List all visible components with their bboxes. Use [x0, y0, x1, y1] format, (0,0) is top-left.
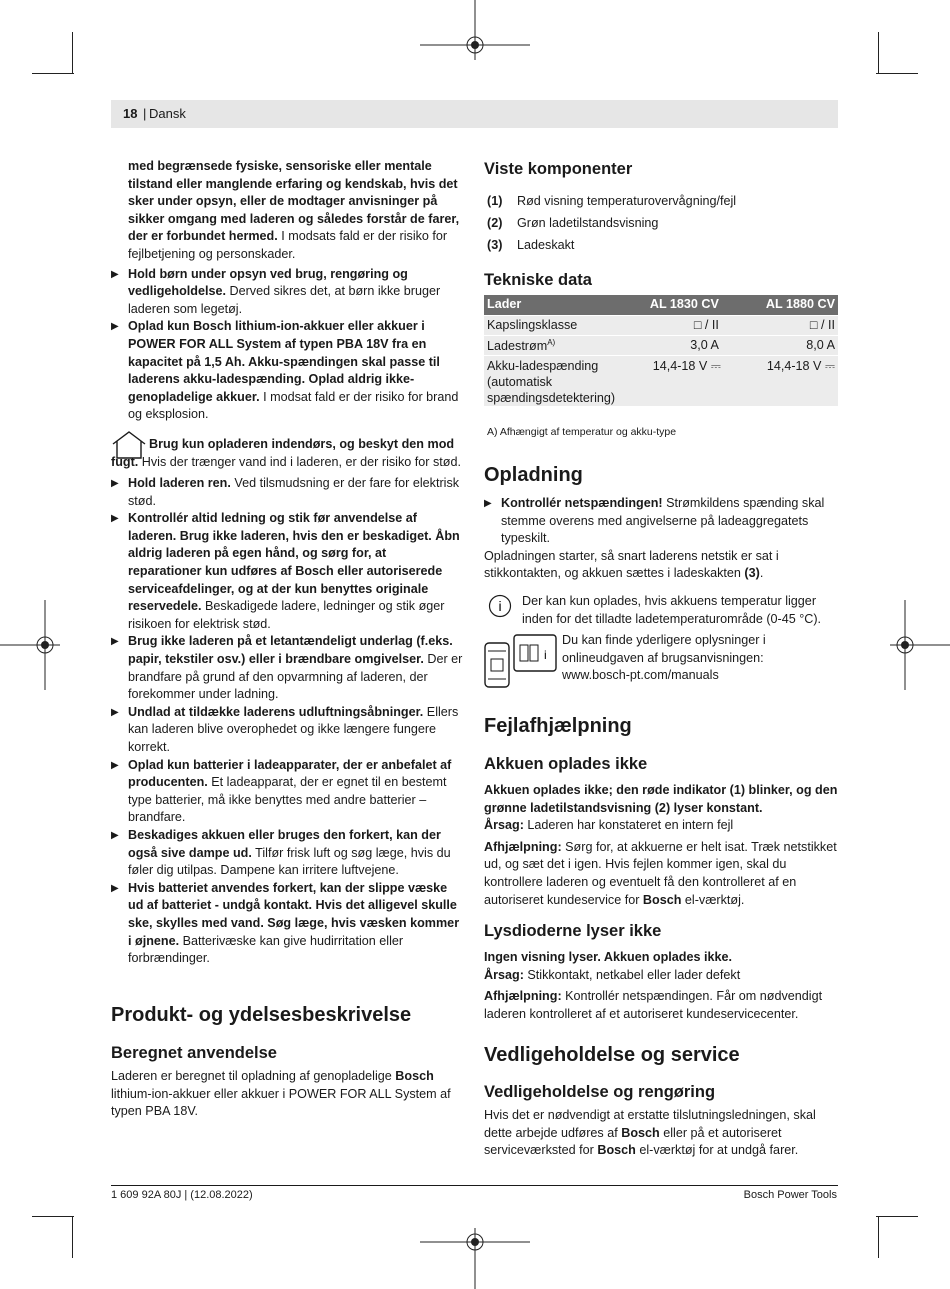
header-separator: |	[143, 106, 147, 121]
heading-troubleshooting: Fejlafhjælpning	[484, 715, 632, 737]
crop-mark	[878, 32, 879, 74]
component-item: (2) Grøn ladetilstandsvisning	[487, 216, 659, 230]
crop-mark	[32, 1216, 74, 1217]
registration-mark-right	[890, 600, 950, 690]
page-number: 18	[123, 106, 138, 121]
heading-technical-data: Tekniske data	[484, 271, 592, 289]
indoor-warning: Brug kun opladeren indendørs, og beskyt den mod fugt. Hvis der trænger vand ind i laderen, er der risiko for stød.	[111, 436, 463, 471]
heading-charging: Opladning	[484, 464, 583, 486]
info-icon	[488, 594, 512, 618]
left-column	[111, 158, 463, 968]
component-item: (3) Ladeskakt	[487, 238, 575, 252]
page-header	[111, 100, 838, 128]
crop-mark	[32, 73, 74, 74]
crop-mark	[72, 32, 73, 74]
safety-bullet: ▶ Oplad kun Bosch lithium-ion-akkuer eller akkuer i POWER FOR ALL System af typen PBA 18V fra en kapacitet på 1,5 Ah. Akku-spændingen skal passe til laderens akku-ladespænding. Oplad aldrig ikke-genopladelige akkuer. I modsat fald er der risiko for brand og eksplosion.	[111, 319, 459, 422]
safety-bullet: ▶ Undlad at tildække laderens udluftningsåbninger. Ellers kan laderen blive overophedet og ikke længere fungere korrekt.	[111, 704, 459, 754]
charging-text: Opladningen starter, så snart laderens netstik er sat i stikkontakten, og akkuen sættes i ladeskakten (3).	[484, 548, 779, 581]
registration-mark-bottom	[420, 1228, 530, 1289]
cleaning-text: Hvis det er nødvendigt at erstatte tilslutningsledningen, skal dette arbejde udføres af Bosch eller på et autoriseret serviceværksted for Bosch el-værktøj for at undgå farer.	[484, 1108, 816, 1158]
safety-bullet: ▶ Beskadiges akkuen eller bruges den forkert, kan der også sive dampe ud. Tilfør frisk luft og søg læge, hvis du føler dig utilpas. Dampene kan irritere luftvejene.	[111, 827, 451, 878]
table-row: Akku-ladespænding (automatisk spændingsdetektering) 14,4-18 V ⎓ 14,4-18 V ⎓	[484, 355, 838, 406]
leds-off-section: Ingen visning lyser. Akkuen oplades ikke. Årsag: Stikkontakt, netkabel eller lader defekt Afhjælpning: Kontrollér netspændingen. Får om nødvendigt laderen kontrolleret af et autoriseret kundeservicecenter.	[484, 950, 823, 1021]
safety-bullet: ▶ Hvis batteriet anvendes forkert, kan der slippe væske ud af batteriet - undgå kontakt. Hvis det alligevel skulle ske, skylles med vand. Søg læge, hvis væsken kommer i øjnene. Batterivæske kan give hudirritation eller forbrændinger.	[111, 880, 460, 966]
house-icon	[111, 430, 147, 460]
footer-brand: Bosch Power Tools	[743, 1189, 837, 1201]
safety-bullet: ▶ Kontrollér altid ledning og stik før anvendelse af laderen. Brug ikke laderen, hvis den er beskadiget. Åbn aldrig laderen på egen hånd, og sørg for, at reparationer kun udføres af Bosch eller autoriserede serviceafdelinger, og at der kun benyttes originale reservedele. Beskadigede ladere, ledninger og stik øger risikoen for elektrisk stød.	[111, 511, 460, 631]
crop-mark	[876, 1216, 918, 1217]
not-charging-section: Akkuen oplades ikke; den røde indikator (1) blinker, og den grønne ladetilstandsvisning (2) lyser konstant. Årsag: Laderen har konstateret en intern fejl Afhjælpning: Sørg for, at akkuerne er helt isat. Træk netstikket ud, og sæt det i igen. Hvis fejlen kommer igen, skal du kontrollere laderen og eventuelt få den kontrolleret af en autoriseret kundeservice for Bosch el-værktøj.	[484, 783, 838, 907]
footer-doc-id: 1 609 92A 80J | (12.08.2022)	[111, 1189, 253, 1201]
table-footnote: A) Afhængigt af temperatur og akku-type	[487, 426, 677, 438]
crop-mark	[878, 1216, 879, 1258]
registration-mark-top	[420, 0, 530, 60]
header-language: Dansk	[149, 106, 186, 121]
registration-mark-left	[0, 600, 60, 690]
manual-link[interactable]: www.bosch-pt.com/manuals	[562, 668, 719, 683]
components-list	[487, 190, 837, 256]
charging-bullet: ▶ Kontrollér netspændingen! Strømkildens spænding skal stemme overens med angivelserne på ladeaggregatets typeskilt.	[484, 496, 825, 546]
footer-rule	[111, 1185, 838, 1186]
table-row: Kapslingsklasse □ / II □ / II	[484, 315, 838, 335]
safety-bullet: ▶ Oplad kun batterier i ladeapparater, der er anbefalet af producenten. Et ladeapparat, der er egnet til en bestemt type batterier, må ikke benyttes med andre batterier – brandfare.	[111, 757, 452, 825]
manual-icon	[484, 633, 558, 689]
crop-mark	[876, 73, 918, 74]
safety-bullet: ▶ Hold børn under opsyn ved brug, rengøring og vedligeholdelse. Derved sikres det, at børn ikke bruger laderen som legetøj.	[111, 266, 441, 316]
heading-intended-use: Beregnet anvendelse	[111, 1044, 277, 1062]
table-row: Ladestrøm$^{A)}$ 3,0 A 8,0 A	[484, 335, 838, 355]
svg-text:i: i	[544, 648, 547, 662]
safety-bullet: ▶ Brug ikke laderen på et letantændeligt underlag (f.eks. papir, tekstiler osv.) eller i brændbare omgivelser. Der er brandfare på grund af den opvarmning af laderen, der forekommer under ladning.	[111, 634, 463, 702]
svg-text:i: i	[498, 598, 502, 614]
safety-paragraph: med begrænsede fysiske, sensoriske eller mentale tilstand eller manglende erfaring og kendskab, hvis det sker under opsyn, eller de modtager anvisninger på sikker omgang med laderen og således forstår de farer, der er forbundet hermed. I modsats fald er der risiko for fejlbetjening og personskader.	[128, 159, 460, 261]
heading-components: Viste komponenter	[484, 160, 633, 178]
technical-data-table	[484, 295, 838, 406]
safety-bullet: ▶ Hold laderen ren. Ved tilsmudsning er der fare for elektrisk stød.	[111, 476, 460, 508]
manual-note: Du kan finde yderligere oplysninger i onlineudgaven af brugsanvisningen: www.bosch-pt.com/manuals	[562, 633, 766, 683]
table-header: Lader AL 1830 CV AL 1880 CV	[484, 295, 838, 315]
charging-section	[484, 495, 838, 583]
heading-leds-off: Lysdioderne lyser ikke	[484, 922, 662, 940]
heading-product: Produkt- og ydelsesbeskrivelse	[111, 1004, 412, 1026]
intended-use-text: Laderen er beregnet til opladning af genopladelige Bosch lithium-ion-akkuer eller akkuer i POWER FOR ALL System af typen PBA 18V.	[111, 1069, 451, 1119]
heading-maintenance: Vedligeholdelse og service	[484, 1044, 740, 1066]
heading-not-charging: Akkuen oplades ikke	[484, 755, 648, 773]
component-item: (1) Rød visning temperaturovervågning/fejl	[487, 194, 737, 208]
info-note: Der kan kun oplades, hvis akkuens temperatur ligger inden for det tilladte ladetemperaturområde (0-45 °C).	[522, 594, 822, 626]
crop-mark	[72, 1216, 73, 1258]
heading-cleaning: Vedligeholdelse og rengøring	[484, 1083, 716, 1101]
